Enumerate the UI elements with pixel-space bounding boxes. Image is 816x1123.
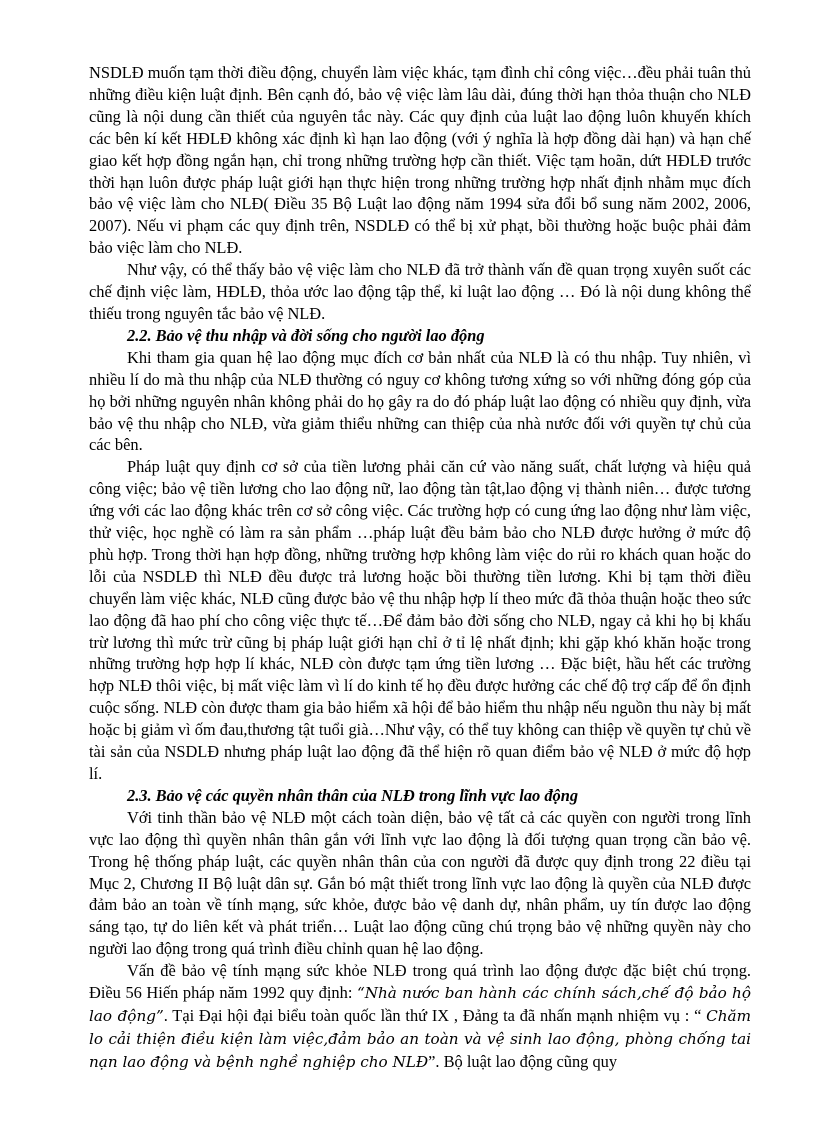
constitution-quote: “Nhà nước ban hành các chính sách,chế độ bảo hộ lao động”	[89, 984, 751, 1025]
safety-text-a: Vấn đề bảo vệ tính mạng sức khỏe NLĐ trong quá trình lao động được đặc biệt chú trọng. Điều 56 Hiến pháp năm 1992 quy định:	[89, 961, 751, 1003]
paragraph-safety	[89, 960, 751, 1074]
section-heading-2-2: 2.2. Bảo vệ thu nhập và đời sống cho người lao động	[127, 325, 485, 345]
safety-text-b: . Tại Đại hội đại biểu toàn quốc lần thứ IX , Đảng ta đã nhấn mạnh nhiệm vụ : “	[163, 1005, 707, 1025]
paragraph-wage-rules: Pháp luật quy định cơ sở của tiền lương phải căn cứ vào năng suất, chất lượng và hiệu quả công việc; bảo vệ tiền lương cho lao động nữ, lao động tàn tật,lao động vị thành niên… được tương ứng với các lao động khác trên cơ sở công việc. Các trường hợp có cung ứng lao động như làm việc, thử việc, học nghề có làm ra sản phẩm …pháp luật đều bảm bảo cho NLĐ được hưởng ở mức độ phù hợp. Trong thời hạn hợp đồng, những trường hợp không làm việc do rủi ro khách quan hoặc do lỗi của NSDLĐ thì NLĐ đều được trả lương hoặc bồi thường tiền lương. Khi bị tạm thời điều chuyển làm việc khác, NLĐ cũng được bảo vệ thu nhập hợp lí theo mức đã thỏa thuận hoặc theo sức lao động đã hao phí cho công việc thực tế…Để đảm bảo đời sống cho NLĐ, ngay cả khi họ bị khấu trừ lương thì mức trừ cũng bị pháp luật giới hạn chỉ ở tỉ lệ nhất định; khi gặp khó khăn hoặc trong những trường hợp hợp lí khác, NLĐ còn được tạm ứng tiền lương … Đặc biệt, hầu hết các trường hợp NLĐ thôi việc, bị mất việc làm vì lí do kinh tế họ đều được hưởng các chế độ trợ cấp để ổn định cuộc sống. NLĐ còn được tham gia bảo hiểm xã hội để bảo hiểm thu nhập nếu nguồn thu này bị mất hoặc bị giảm vì ốm đau,thương tật tuổi già…Như vậy, có thể tuy không can thiệp về quyền tự chủ về tài sản của NSDLĐ nhưng pháp luật lao động đã thể hiện rõ quan điểm bảo vệ NLĐ ở mức độ hợp lí.	[89, 457, 751, 783]
paragraph-income-intro: Khi tham gia quan hệ lao động mục đích cơ bản nhất của NLĐ là có thu nhập. Tuy nhiên, vì nhiều lí do mà thu nhập của NLĐ thường có nguy cơ không tương xứng so với những đóng góp của họ bởi những nguyên nhân không phải do họ gây ra do đó pháp luật lao động có nhiều quy định, vừa bảo vệ thu nhập cho NLĐ, vừa giảm thiểu những can thiệp của nhà nước đối với quyền tự chủ của các bên.	[89, 347, 751, 455]
paragraph-job-protection: NSDLĐ muốn tạm thời điều động, chuyển làm việc khác, tạm đình chỉ công việc…đều phải tuân thủ những điều kiện luật định. Bên cạnh đó, bảo vệ việc làm lâu dài, đúng thời hạn thỏa thuận cho NLĐ cũng là nội dung cần thiết của nguyên tắc này. Các quy định của luật lao động luôn khuyến khích các bên kí kết HĐLĐ không xác định kì hạn lao động (với ý nghĩa là hợp đồng dài hạn) và hạn chế giao kết hợp đồng ngắn hạn, chỉ trong những trường hợp cần thiết. Việc tạm hoãn, dứt HĐLĐ trước thời hạn luôn được pháp luật giới hạn thực hiện trong những trường hợp nhất định nhằm mục đích bảo vệ việc làm cho NLĐ( Điều 35 Bộ Luật lao động năm 1994 sửa đổi bổ sung năm 2002, 2006, 2007). Nếu vi phạm các quy định trên, NSDLĐ có thể bị xử phạt, bồi thường hoặc buộc phải đảm bảo việc làm cho NLĐ.	[89, 63, 751, 258]
section-heading-2-3: 2.3. Bảo vệ các quyền nhân thân của NLĐ trong lĩnh vực lao động	[127, 785, 579, 805]
document-page	[89, 62, 751, 1074]
safety-text-c: ”. Bộ luật lao động cũng quy	[428, 1051, 618, 1071]
paragraph-summary: Như vậy, có thể thấy bảo vệ việc làm cho NLĐ đã trở thành vấn đề quan trọng xuyên suốt các chế định việc làm, HĐLĐ, thỏa ước lao động tập thể, kỉ luật lao động … Đó là nội dung không thể thiếu trong nguyên tắc bảo vệ NLĐ.	[89, 260, 751, 323]
paragraph-personal-rights: Với tinh thần bảo vệ NLĐ một cách toàn diện, bảo vệ tất cả các quyền con người trong lĩnh vực lao động thì quyền nhân thân gắn với lĩnh vực lao động là đối tượng quan trọng cần bảo vệ. Trong hệ thống pháp luật, các quyền nhân thân của con người đã được quy định trong 22 điều tại Mục 2, Chương II Bộ luật dân sự. Gắn bó mật thiết trong lĩnh vực lao động là quyền của NLĐ được đảm bảo an toàn về tính mạng, sức khỏe, được bảo vệ danh dự, nhân phẩm, uy tín được lao động sáng tạo, tự do liên kết và phát triển… Luật lao động cũng chú trọng bảo vệ những quyền này cho người lao động trong quá trình điều chỉnh quan hệ lao động.	[89, 807, 751, 959]
party-congress-quote: Chăm lo cải thiện điều kiện làm việc,đảm bảo an toàn và vệ sinh lao động, phòng chống tai nạn lao động và bệnh nghề nghiệp cho NLĐ	[89, 1006, 751, 1071]
